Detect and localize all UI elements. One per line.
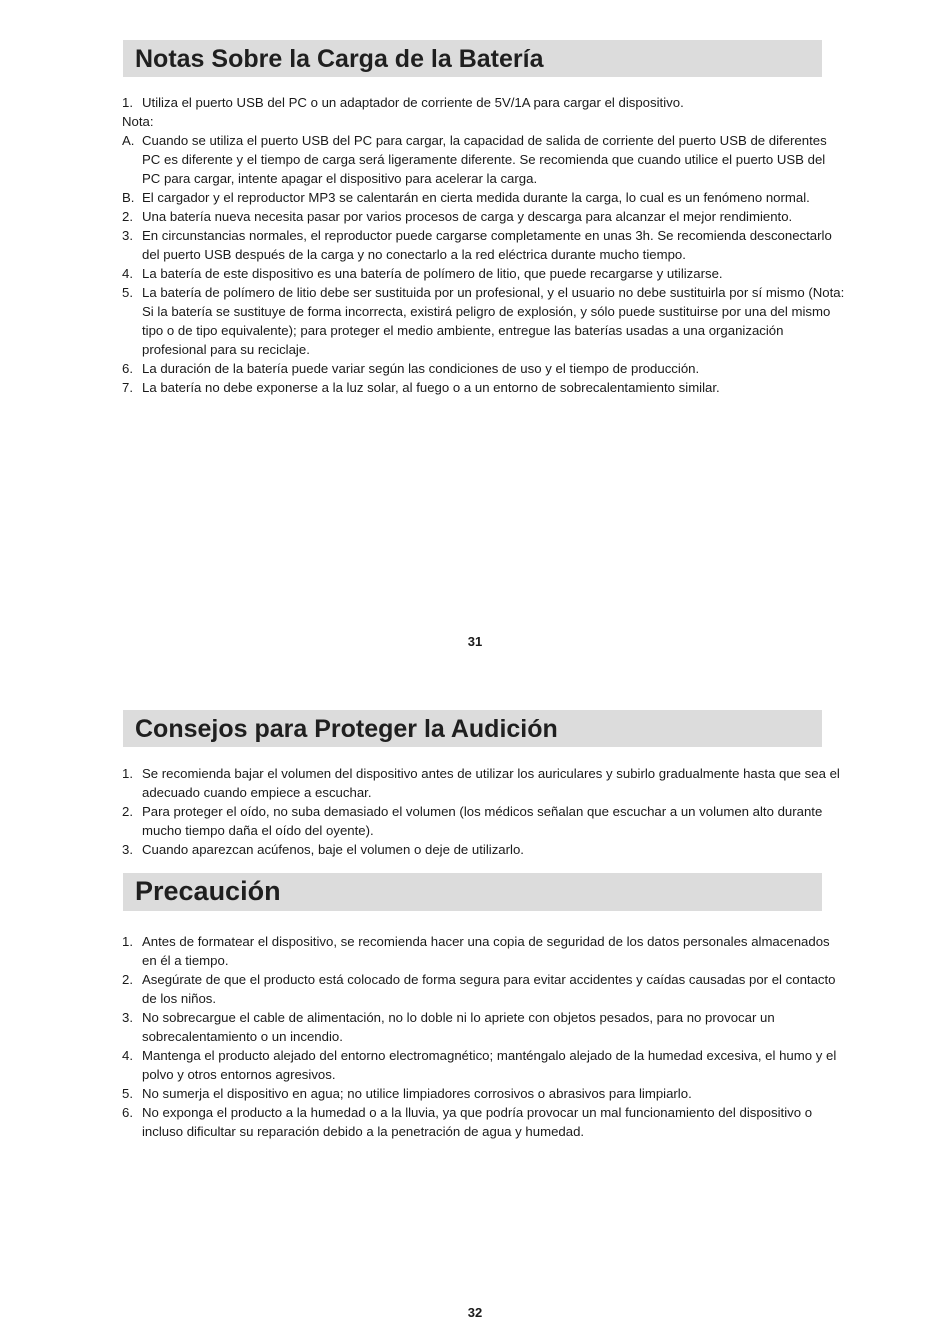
item-number: 2. — [122, 804, 133, 819]
section-title-precaucion: Precaución — [123, 873, 822, 911]
battery-notes-list — [122, 93, 846, 397]
item-text: No sumerja el dispositivo en agua; no utilice limpiadores corrosivos o abrasivos para limpiarlo. — [142, 1086, 692, 1101]
page-number: 32 — [467, 1305, 483, 1320]
item-text: No sobrecargue el cable de alimentación, no lo doble ni lo apriete con objetos pesados, para no provocar un sobrecalentamiento o un incendio. — [142, 1010, 775, 1044]
list-item — [122, 226, 846, 264]
item-number: A. — [122, 133, 135, 148]
item-text: La batería no debe exponerse a la luz solar, al fuego o a un entorno de sobrecalentamiento similar. — [142, 380, 720, 395]
section-title-audicion: Consejos para Proteger la Audición — [123, 710, 822, 747]
item-text: Cuando se utiliza el puerto USB del PC para cargar, la capacidad de salida de corriente del puerto USB de diferentes PC es diferente y el tiempo de carga será ligeramente diferente. Se recomienda que cuando utilice el puerto USB del PC para cargar, intente apagar el dispositivo para acelerar la carga. — [142, 133, 827, 186]
item-text: Asegúrate de que el producto está colocado de forma segura para evitar accidentes y caídas causadas por el contacto de los niños. — [142, 972, 836, 1006]
list-item — [122, 1008, 846, 1046]
list-item — [122, 764, 846, 802]
list-item — [122, 378, 846, 397]
list-item — [122, 188, 846, 207]
item-text: El cargador y el reproductor MP3 se calentarán en cierta medida durante la carga, lo cual es un fenómeno normal. — [142, 190, 810, 205]
list-item — [122, 932, 846, 970]
item-number: 1. — [122, 766, 133, 781]
list-item — [122, 264, 846, 283]
list-item — [122, 1084, 846, 1103]
item-text: Se recomienda bajar el volumen del dispositivo antes de utilizar los auriculares y subirlo gradualmente hasta que sea el adecuado cuando empiece a escuchar. — [142, 766, 840, 800]
list-item — [122, 802, 846, 840]
item-text: Para proteger el oído, no suba demasiado el volumen (los médicos señalan que escuchar a un volumen alto durante mucho tiempo daña el oído del oyente). — [142, 804, 823, 838]
item-text: Mantenga el producto alejado del entorno electromagnético; manténgalo alejado de la humedad excesiva, el humo y el polvo y otros entornos agresivos. — [142, 1048, 837, 1082]
nota-label: Nota: — [122, 114, 154, 129]
list-item — [122, 131, 846, 188]
item-number: 5. — [122, 285, 133, 300]
item-number: B. — [122, 190, 135, 205]
hearing-tips-list — [122, 764, 846, 859]
item-number: 3. — [122, 228, 133, 243]
item-text: Utiliza el puerto USB del PC o un adaptador de corriente de 5V/1A para cargar el dispositivo. — [142, 95, 684, 110]
item-number: 4. — [122, 266, 133, 281]
list-item — [122, 1046, 846, 1084]
item-text: No exponga el producto a la humedad o a la lluvia, ya que podría provocar un mal funcionamiento del dispositivo o incluso dificultar su reparación debido a la penetración de agua y humedad. — [142, 1105, 813, 1139]
item-text: En circunstancias normales, el reproductor puede cargarse completamente en unas 3h. Se recomienda desconectarlo del puerto USB después de la carga y no conectarlo a la red eléctrica durante mucho tiempo. — [142, 228, 832, 262]
item-number: 6. — [122, 1105, 133, 1120]
list-item — [122, 359, 846, 378]
item-number: 7. — [122, 380, 133, 395]
item-number: 4. — [122, 1048, 133, 1063]
item-text: La batería de este dispositivo es una batería de polímero de litio, que puede recargarse y utilizarse. — [142, 266, 723, 281]
list-item — [122, 840, 846, 859]
item-number: 3. — [122, 842, 133, 857]
list-item — [122, 93, 846, 112]
list-item — [122, 207, 846, 226]
item-text: Antes de formatear el dispositivo, se recomienda hacer una copia de seguridad de los datos personales almacenados en él a tiempo. — [142, 934, 830, 968]
list-item — [122, 970, 846, 1008]
item-number: 5. — [122, 1086, 133, 1101]
item-number: 3. — [122, 1010, 133, 1025]
section-title-bateria: Notas Sobre la Carga de la Batería — [123, 40, 822, 77]
precaution-list — [122, 932, 846, 1141]
item-number: 6. — [122, 361, 133, 376]
item-text: La batería de polímero de litio debe ser sustituida por un profesional, y el usuario no debe sustituirla por sí mismo (Nota: Si la batería se sustituye de forma incorrecta, existirá peligro de explosión, y sólo puede sustituirse por una del mismo tipo o de tipo equivalente); para proteger el medio ambiente, entregue las baterías usadas a una organización profesional para su reciclaje. — [142, 285, 845, 357]
item-text: Una batería nueva necesita pasar por varios procesos de carga y descarga para alcanzar el mejor rendimiento. — [142, 209, 793, 224]
item-number: 2. — [122, 209, 133, 224]
list-item — [122, 283, 846, 359]
item-text: Cuando aparezcan acúfenos, baje el volumen o deje de utilizarlo. — [142, 842, 524, 857]
item-text: La duración de la batería puede variar según las condiciones de uso y el tiempo de producción. — [142, 361, 700, 376]
item-number: 1. — [122, 934, 133, 949]
page-number: 31 — [467, 634, 483, 649]
item-number: 1. — [122, 95, 133, 110]
item-number: 2. — [122, 972, 133, 987]
list-item — [122, 1103, 846, 1141]
